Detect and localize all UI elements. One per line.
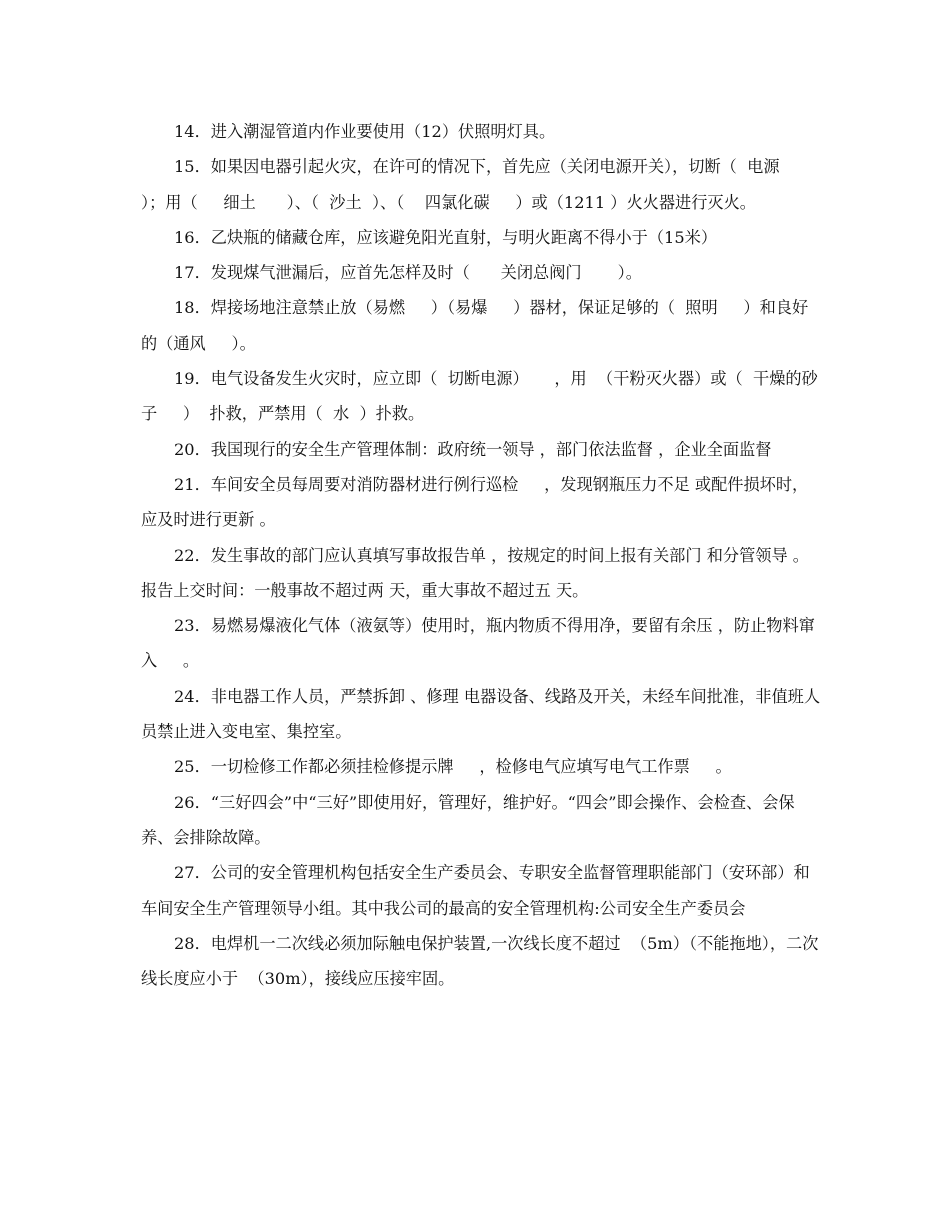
question-18: 18．焊接场地注意禁止放（易燃 ）（易爆 ）器材，保证足够的（ 照明 ）和良好的（通风 ）。 bbox=[141, 298, 809, 353]
question-26: 26．“三好四会”中“三好”即使用好，管理好，维护好。“四会”即会操作、会检查、会保养、会排除故障。 bbox=[141, 792, 795, 847]
question-15: 15．如果因电器引起火灾，在许可的情况下，首先应（关闭电源开关），切断（ 电源 ）；用（ 细土 ）、（ 沙土 ）、（ 四氯化碳 ）或（1211 ）火火器进行灭火。 bbox=[141, 157, 806, 212]
question-14: 14．进入潮湿管道内作业要使用（12）伏照明灯具。 bbox=[174, 122, 556, 141]
question-28: 28．电焊机一二次线必须加际触电保护装置,一次线长度不超过 （5m）（不能拖地），二次线长度应小于 （30m），接线应压接牢固。 bbox=[141, 933, 819, 989]
question-27: 27．公司的安全管理机构包括安全生产委员会、专职安全监督管理职能部门（安环部）和车间安全生产管理领导小组。其中我公司的最高的安全管理机构:公司安全生产委员会 bbox=[141, 863, 810, 918]
question-20: 20．我国现行的安全生产管理体制：政府统一领导 ，部门依法监督 ，企业全面监督 bbox=[174, 439, 772, 459]
question-19: 19．电气设备发生火灾时，应立即（ 切断电源） ，用 （干粉灭火器）或（ 干燥的砂子 ） 扑救，严禁用（ 水 ）扑救。 bbox=[141, 369, 818, 424]
question-24: 24．非电器工作人员，严禁拆卸 、修理 电器设备、线路及开关，未经车间批准，非值班人员禁止进入变电室、集控室。 bbox=[141, 686, 821, 742]
question-25: 25．一切检修工作都必须挂检修提示牌 ，检修电气应填写电气工作票 。 bbox=[174, 757, 732, 777]
question-16: 16．乙炔瓶的储藏仓库，应该避免阳光直射，与明火距离不得小于（15米） bbox=[174, 227, 718, 247]
question-22: 22．发生事故的部门应认真填写事故报告单 ，按规定的时间上报有关部门 和分管领导 。报告上交时间：一般事故不超过两 天，重大事故不超过五 天。 bbox=[141, 545, 809, 600]
question-23: 23．易燃易爆液化气体（液氨等）使用时，瓶内物质不得用净，要留有余压 ，防止物料窜入 。 bbox=[141, 616, 815, 671]
document-body bbox=[141, 114, 821, 996]
question-17: 17．发现煤气泄漏后，应首先怎样及时（ 关闭总阀门 ）。 bbox=[174, 263, 642, 283]
question-21: 21．车间安全员每周要对消防器材进行例行巡检 ，发现钢瓶压力不足 或配件损坏时，应及时进行更新 。 bbox=[141, 474, 809, 530]
